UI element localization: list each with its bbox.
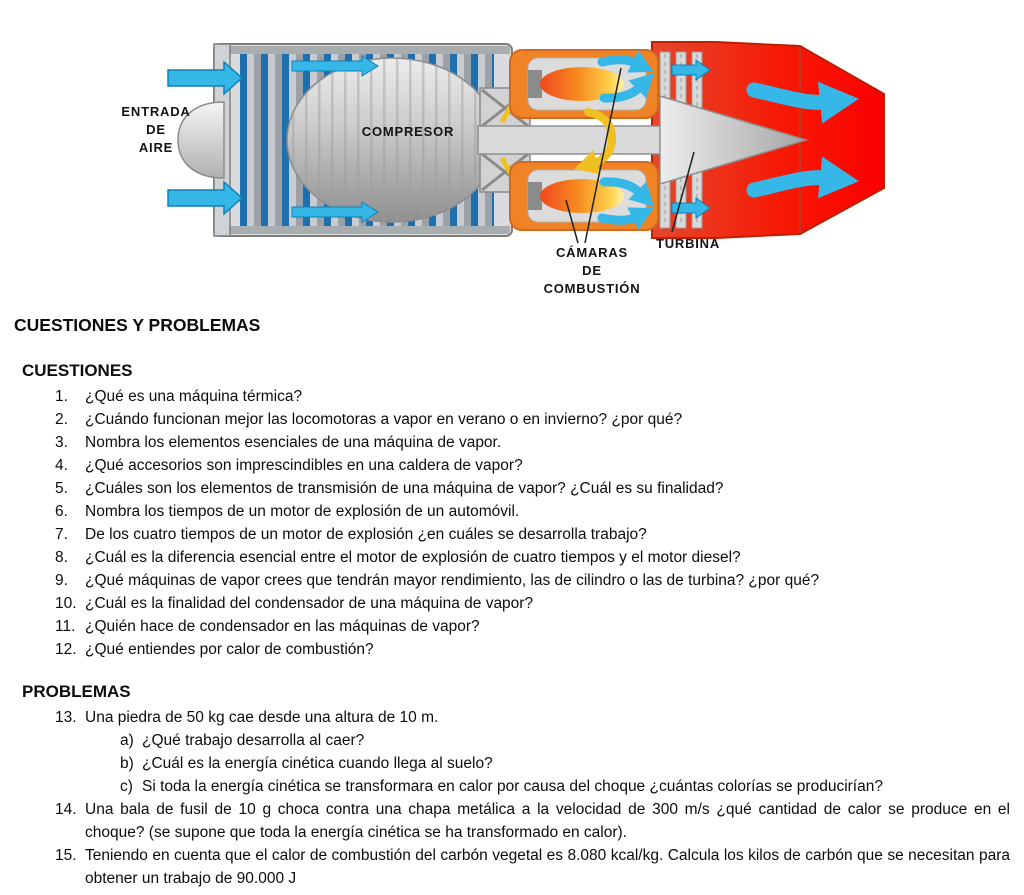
item-text: ¿Qué trabajo desarrolla al caer? — [142, 732, 365, 749]
item-number: 5. — [55, 480, 68, 497]
question-item — [22, 615, 1010, 638]
item-text: ¿Qué accesorios son imprescindibles en una caldera de vapor? — [85, 457, 523, 474]
problemas-list — [22, 706, 1010, 890]
question-item — [22, 523, 1010, 546]
label-entrada-line1: ENTRADA — [121, 104, 191, 119]
problem-item — [22, 844, 1010, 890]
item-text: ¿Qué es una máquina térmica? — [85, 388, 303, 405]
item-number: c) — [120, 778, 133, 795]
item-number: b) — [120, 755, 134, 772]
item-number: 11. — [55, 618, 76, 635]
item-number: 6. — [55, 503, 68, 520]
label-camaras-line3: COMBUSTIÓN — [543, 281, 641, 296]
item-text: Si toda la energía cinética se transformara en calor por causa del choque ¿cuántas colorías se producirían? — [142, 778, 883, 795]
item-number: 13. — [55, 709, 77, 726]
section-problemas — [22, 682, 1010, 890]
label-turbina: TURBINA — [655, 236, 721, 251]
item-number: 7. — [55, 526, 68, 543]
item-text: De los cuatro tiempos de un motor de explosión ¿en cuáles se desarrolla trabajo? — [85, 526, 647, 543]
jet-engine-diagram — [0, 0, 1024, 308]
item-text: ¿Cuál es la finalidad del condensador de una máquina de vapor? — [85, 595, 534, 612]
label-camaras-line1: CÁMARAS — [555, 245, 629, 260]
jet-engine-svg — [0, 0, 1024, 308]
page-title: CUESTIONES Y PROBLEMAS — [14, 315, 261, 335]
label-camaras-line2: DE — [582, 263, 602, 278]
question-item — [22, 454, 1010, 477]
item-number: 9. — [55, 572, 68, 589]
section-heading-cuestiones: CUESTIONES — [22, 361, 133, 380]
item-text: ¿Quién hace de condensador en las máquinas de vapor? — [85, 618, 480, 635]
question-item — [22, 592, 1010, 615]
question-item — [22, 569, 1010, 592]
section-cuestiones — [22, 361, 1010, 661]
item-number: 1. — [55, 388, 68, 405]
item-number: 8. — [55, 549, 68, 566]
item-number: 3. — [55, 434, 68, 451]
item-number: 10. — [55, 595, 77, 612]
item-text: ¿Cuál es la energía cinética cuando llega al suelo? — [142, 755, 493, 772]
problem-subitem — [22, 729, 1010, 752]
question-item — [22, 546, 1010, 569]
item-number: 2. — [55, 411, 68, 428]
label-entrada-line3: AIRE — [138, 140, 174, 155]
problem-item — [22, 798, 1010, 844]
item-text: ¿Cuáles son los elementos de transmisión de una máquina de vapor? ¿Cuál es su finalidad? — [85, 480, 724, 497]
question-item — [22, 477, 1010, 500]
problem-subitem — [22, 752, 1010, 775]
item-text: Una bala de fusil de 10 g choca contra una chapa metálica a la velocidad de 300 m/s ¿qué cantidad de calor se produce en el choque? (se supone que toda la energía cinética se ha transformado en calor). — [85, 801, 1010, 841]
question-item — [22, 408, 1010, 431]
problem-item — [22, 706, 1010, 729]
question-item — [22, 431, 1010, 454]
cuestiones-list — [22, 385, 1010, 661]
problem-subitem — [22, 775, 1010, 798]
item-text: ¿Cuándo funcionan mejor las locomotoras a vapor en verano o en invierno? ¿por qué? — [85, 411, 683, 428]
question-item — [22, 638, 1010, 661]
item-text: ¿Cuál es la diferencia esencial entre el motor de explosión de cuatro tiempos y el motor diesel? — [85, 549, 741, 566]
item-text: Nombra los elementos esenciales de una máquina de vapor. — [85, 434, 502, 451]
document-body — [0, 315, 1024, 890]
item-text: Nombra los tiempos de un motor de explosión de un automóvil. — [85, 503, 520, 520]
item-text: Una piedra de 50 kg cae desde una altura de 10 m. — [85, 709, 439, 726]
item-number: 12. — [55, 641, 77, 658]
item-text: ¿Qué máquinas de vapor crees que tendrán mayor rendimiento, las de cilindro o las de turbina? ¿por qué? — [85, 572, 820, 589]
item-text: ¿Qué entiendes por calor de combustión? — [85, 641, 374, 658]
item-number: 14. — [55, 801, 77, 818]
section-heading-problemas: PROBLEMAS — [22, 682, 131, 701]
label-entrada-line2: DE — [146, 122, 166, 137]
question-item — [22, 500, 1010, 523]
item-text: Teniendo en cuenta que el calor de combustión del carbón vegetal es 8.080 kcal/kg. Calcula los kilos de carbón que se necesitan para obtener un trabajo de 90.000 J — [85, 847, 1010, 887]
item-number: 4. — [55, 457, 68, 474]
question-item — [22, 385, 1010, 408]
label-compresor: COMPRESOR — [361, 124, 455, 139]
item-number: 15. — [55, 847, 77, 864]
item-number: a) — [120, 732, 134, 749]
